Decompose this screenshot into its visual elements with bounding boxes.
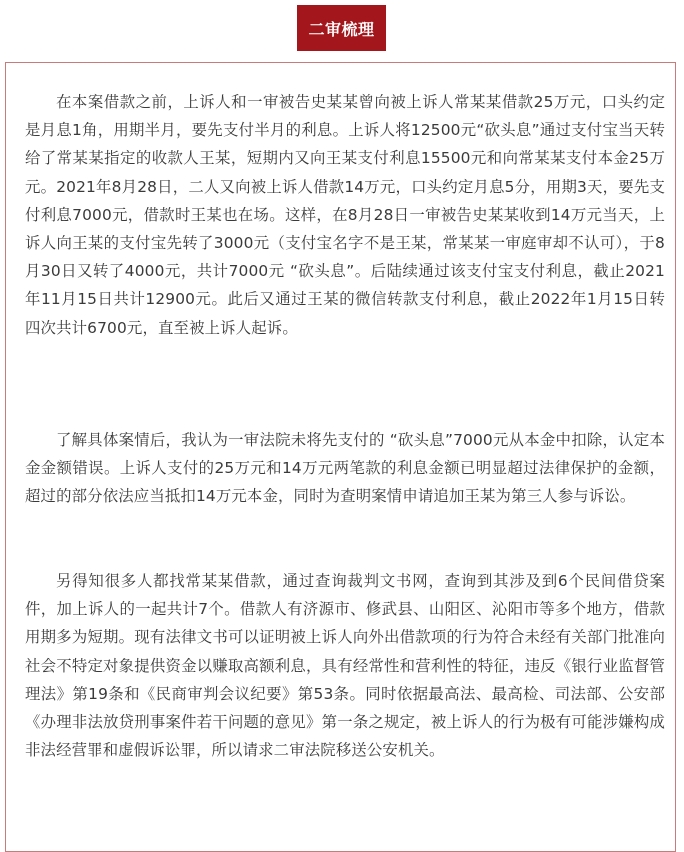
paragraph-first-instance-errors: 了解具体案情后，我认为一审法院未将先支付的 “砍头息”7000元从本金中扣除，认定本金金额错误。上诉人支付的25万元和14万元两笔款的利息金额已明显超过法律保护的金额，超过的部分依法应当抵扣14万元本金，同时为查明案情申请追加王某为第三人参与诉讼。 bbox=[25, 431, 665, 506]
paragraph-loan-history: 在本案借款之前，上诉人和一审被告史某某曾向被上诉人常某某借款25万元，口头约定是月息1角，用期半月，要先支付半月的利息。上诉人将12500元“砍头息”通过支付宝当天转给了常某某指定的收款人王某，短期内又向王某支付利息15500元和向常某某支付本金25万元。2021年8月28日，二人又向被上诉人借款14万元，口头约定月息5分，用期3天，要先支付利息7000元，借款时王某也在场。这样，在8月28日一审被告史某某收到14万元当天，上诉人向王某的支付宝先转了3000元（支付宝名字不是王某，常某某一审庭审却不认可），于8月30日又转了4000元，共计7000元 “砍头息”。后陆续通过该支付宝支付利息，截止2021年11月15日共计12900元。此后又通过王某的微信转款支付利息，截止2022年1月15日转四次共计6700元，直至被上诉人起诉。 bbox=[25, 93, 665, 337]
section-title-badge: 二审梳理 bbox=[297, 5, 386, 51]
paragraph-illegal-lending-evidence: 另得知很多人都找常某某借款，通过查询裁判文书网，查询到其涉及到6个民间借贷案件，加上诉人的一起共计7个。借款人有济源市、修武县、山阳区、沁阳市等多个地方，借款用期多为短期。现有法律文书可以证明被上诉人向外出借款项的行为符合未经有关部门批准向社会不特定对象提供资金以赚取高额利息，具有经常性和营利性的特征，违反《银行业监督管理法》第19条和《民商审判会议纪要》第53条。同时依据最高法、最高检、司法部、公安部《办理非法放贷刑事案件若干问题的意见》第一条之规定，被上诉人的行为极有可能涉嫌构成非法经营罪和虚假诉讼罪，所以请求二审法院移送公安机关。 bbox=[25, 572, 665, 760]
